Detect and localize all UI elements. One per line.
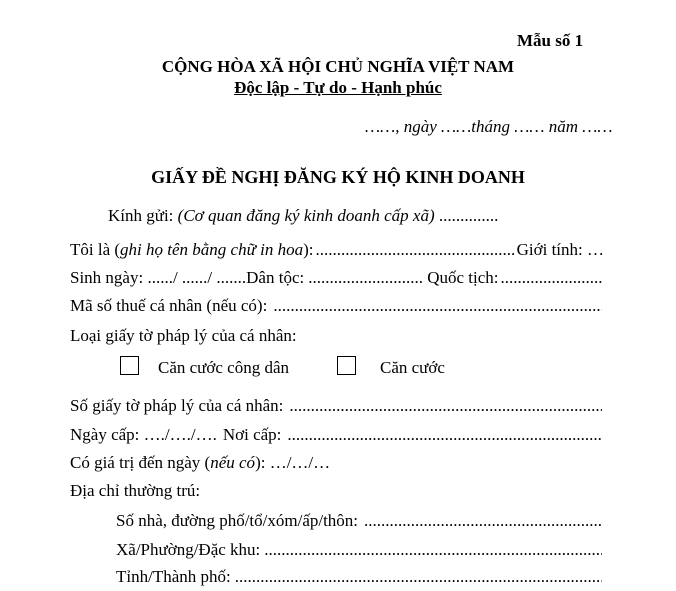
name-label: Tôi là (ghi họ tên bằng chữ in hoa): (70, 240, 314, 259)
valid-until-value[interactable]: ): …/…/… (255, 453, 331, 472)
addressee-line (108, 206, 498, 226)
form-number: Mẫu số 1 (517, 31, 584, 50)
national-title: CỘNG HÒA XÃ HỘI CHỦ NGHĨA VIỆT NAM (161, 57, 515, 76)
addressee-label: Kính gửi: (108, 206, 178, 225)
id-type-label: Loại giấy tờ pháp lý của cá nhân: (70, 326, 297, 345)
valid-until-prefix: Có giá trị đến ngày ( (70, 453, 211, 472)
tax-code-row (70, 296, 604, 316)
address-label: Địa chỉ thường trú: (70, 481, 201, 500)
ward-field[interactable] (264, 540, 602, 560)
house-field[interactable] (364, 511, 602, 531)
addressee-value: (Cơ quan đăng ký kinh doanh cấp xã) (177, 206, 435, 225)
date-line: ……, ngày ……tháng …… năm …… (365, 117, 613, 136)
house-row (116, 511, 604, 531)
province-row (116, 567, 604, 587)
option-can-cuoc-label: Căn cước (380, 358, 445, 377)
ward-row (116, 540, 604, 560)
tax-code-field[interactable] (273, 296, 602, 316)
checkbox-can-cuoc-cong-dan[interactable] (120, 356, 139, 375)
nationality-field[interactable] (501, 268, 602, 288)
house-label: Số nhà, đường phố/tổ/xóm/ấp/thôn: (116, 511, 359, 530)
addressee-trailing[interactable]: .............. (434, 206, 499, 225)
name-field[interactable] (315, 240, 514, 260)
issue-place-label: Nơi cấp: (222, 425, 282, 444)
valid-until-hint: nếu có (210, 453, 256, 472)
motto: Độc lập - Tự do - Hạnh phúc (234, 78, 442, 97)
id-number-label: Số giấy tờ pháp lý của cá nhân: (70, 396, 284, 415)
nationality-label: Quốc tịch: (427, 268, 499, 287)
issue-date-label[interactable]: Ngày cấp: …./…./…. (70, 425, 217, 444)
ward-label: Xã/Phường/Đặc khu: (116, 540, 261, 559)
option-can-cuoc-cong-dan-label: Căn cước công dân (158, 358, 290, 377)
name-row (70, 240, 604, 260)
dob-label[interactable]: Sinh ngày: ....../ ....../ ....... (70, 268, 247, 287)
id-number-row (70, 396, 604, 416)
form-title: GIẤY ĐỀ NGHỊ ĐĂNG KÝ HỘ KINH DOANH (151, 167, 525, 187)
tax-code-label: Mã số thuế cá nhân (nếu có): (70, 296, 268, 315)
province-field[interactable] (235, 567, 602, 587)
ethnicity-field[interactable] (308, 268, 423, 288)
valid-until-row (70, 453, 330, 473)
motto-wrap (0, 78, 676, 98)
checkbox-can-cuoc[interactable] (337, 356, 356, 375)
issue-place-field[interactable] (287, 425, 602, 445)
ethnicity-label: Dân tộc: (246, 268, 305, 287)
issue-row (70, 425, 604, 445)
province-label: Tỉnh/Thành phố: (116, 567, 231, 586)
gender-label[interactable]: Giới tính: … (516, 240, 604, 259)
id-number-field[interactable] (289, 396, 602, 416)
dob-row (70, 268, 604, 288)
